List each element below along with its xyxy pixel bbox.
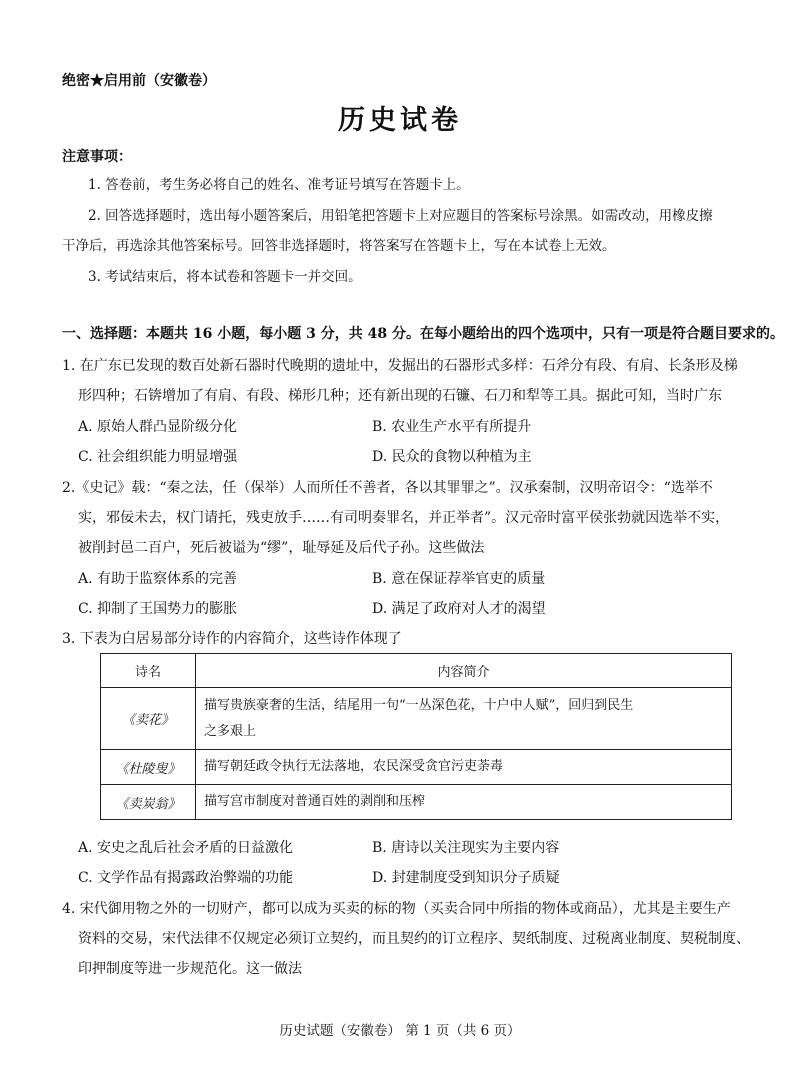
poem-desc: 描写宫市制度对普通百姓的剥削和压榨 — [196, 785, 732, 820]
q3-option-b: B. 唐诗以关注现实为主要内容 — [372, 840, 560, 856]
table-row — [101, 688, 732, 750]
q2-option-c: C. 抑制了王国势力的膨胀 — [78, 601, 238, 617]
table-row — [101, 750, 732, 785]
q1-option-c: C. 社会组织能力明显增强 — [78, 449, 238, 465]
q1-option-b: B. 农业生产水平有所提升 — [372, 419, 532, 435]
notice-item-2-line-1: 2. 回答选择题时，选出每小题答案后，用铅笔把答题卡上对应题目的答案标号涂黑。如需改动，用橡皮擦 — [88, 208, 713, 224]
poem-desc — [196, 688, 732, 750]
poem-desc-line: 之多艰上 — [204, 723, 257, 739]
notice-heading: 注意事项： — [62, 149, 132, 165]
notice-item-3: 3. 考试结束后，将本试卷和答题卡一并交回。 — [88, 269, 362, 285]
q3-stem-line-1: 3. 下表为白居易部分诗作的内容简介，这些诗作体现了 — [62, 631, 402, 647]
q2-stem-line-3: 被削封邑二百户，死后被谥为“缪”，耻辱延及后代子孙。这些做法 — [78, 540, 485, 556]
poem-desc: 描写朝廷政令执行无法落地，农民深受贪官污吏荼毒 — [196, 750, 732, 785]
table-row — [101, 785, 732, 820]
section-heading: 一、选择题：本题共 16 小题，每小题 3 分，共 48 分。在每小题给出的四个选项中，只有一项是符合题目要求的。 — [62, 326, 784, 342]
q3-option-c: C. 文学作品有揭露政治弊端的功能 — [78, 870, 294, 886]
page-title: 历史试卷 — [338, 105, 462, 136]
q4-stem-line-2: 资料的交易，宋代法律不仅规定必须订立契约，而且契约的订立程序、契纸制度、过税离业制度、契税制度、 — [78, 931, 750, 947]
table-header-name: 诗名 — [101, 654, 196, 688]
q4-stem-line-1: 4. 宋代御用物之外的一切财产，都可以成为买卖的标的物（买卖合同中所指的物体或商品），尤其是主要生产 — [62, 901, 731, 917]
q1-option-a: A. 原始人群凸显阶级分化 — [78, 419, 238, 435]
q2-option-b: B. 意在保证荐举官吏的质量 — [372, 571, 546, 587]
q1-option-d: D. 民众的食物以种植为主 — [372, 449, 532, 465]
q2-stem-line-2: 实，邪佞未去，权门请托，残吏放手……有司明奏罪名，并正举者”。汉元帝时富平侯张勃就因选举不实， — [78, 510, 730, 526]
q3-option-a: A. 安史之乱后社会矛盾的日益激化 — [78, 840, 294, 856]
page-footer: 历史试题（安徽卷） 第 1 页（共 6 页） — [279, 1023, 521, 1039]
q2-option-a: A. 有助于监察体系的完善 — [78, 571, 238, 587]
table-header-desc: 内容简介 — [196, 654, 732, 688]
secret-label: 绝密★启用前（安徽卷） — [62, 73, 216, 89]
poem-desc-line: 描写贵族豪奢的生活，结尾用一句“一丛深色花，十户中人赋”，回归到民生 — [204, 697, 634, 713]
q4-stem-line-3: 印押制度等进一步规范化。这一做法 — [78, 961, 302, 977]
poem-name: 《卖炭翁》 — [101, 785, 196, 820]
q3-option-d: D. 封建制度受到知识分子质疑 — [372, 870, 560, 886]
notice-item-1: 1. 答卷前，考生务必将自己的姓名、准考证号填写在答题卡上。 — [88, 177, 470, 193]
q2-option-d: D. 满足了政府对人才的渴望 — [372, 601, 546, 617]
q1-stem-line-1: 1. 在广东已发现的数百处新石器时代晚期的遗址中，发掘出的石器形式多样：石斧分有段、有肩、长条形及梯 — [62, 358, 738, 374]
q2-stem-line-1: 2.《史记》载：“秦之法，任（保举）人而所任不善者，各以其罪罪之”。汉承秦制，汉明帝诏令：“选举不 — [62, 480, 713, 496]
poem-table — [100, 653, 732, 820]
table-header-row — [101, 654, 732, 688]
q1-stem-line-2: 形四种；石锛增加了有肩、有段、梯形几种；还有新出现的石镰、石刀和犁等工具。据此可知，当时广东 — [78, 388, 722, 404]
poem-name: 《杜陵叟》 — [101, 750, 196, 785]
notice-item-2-line-2: 干净后，再选涂其他答案标号。回答非选择题时，将答案写在答题卡上，写在本试卷上无效。 — [62, 238, 616, 254]
poem-name: 《卖花》 — [101, 688, 196, 750]
